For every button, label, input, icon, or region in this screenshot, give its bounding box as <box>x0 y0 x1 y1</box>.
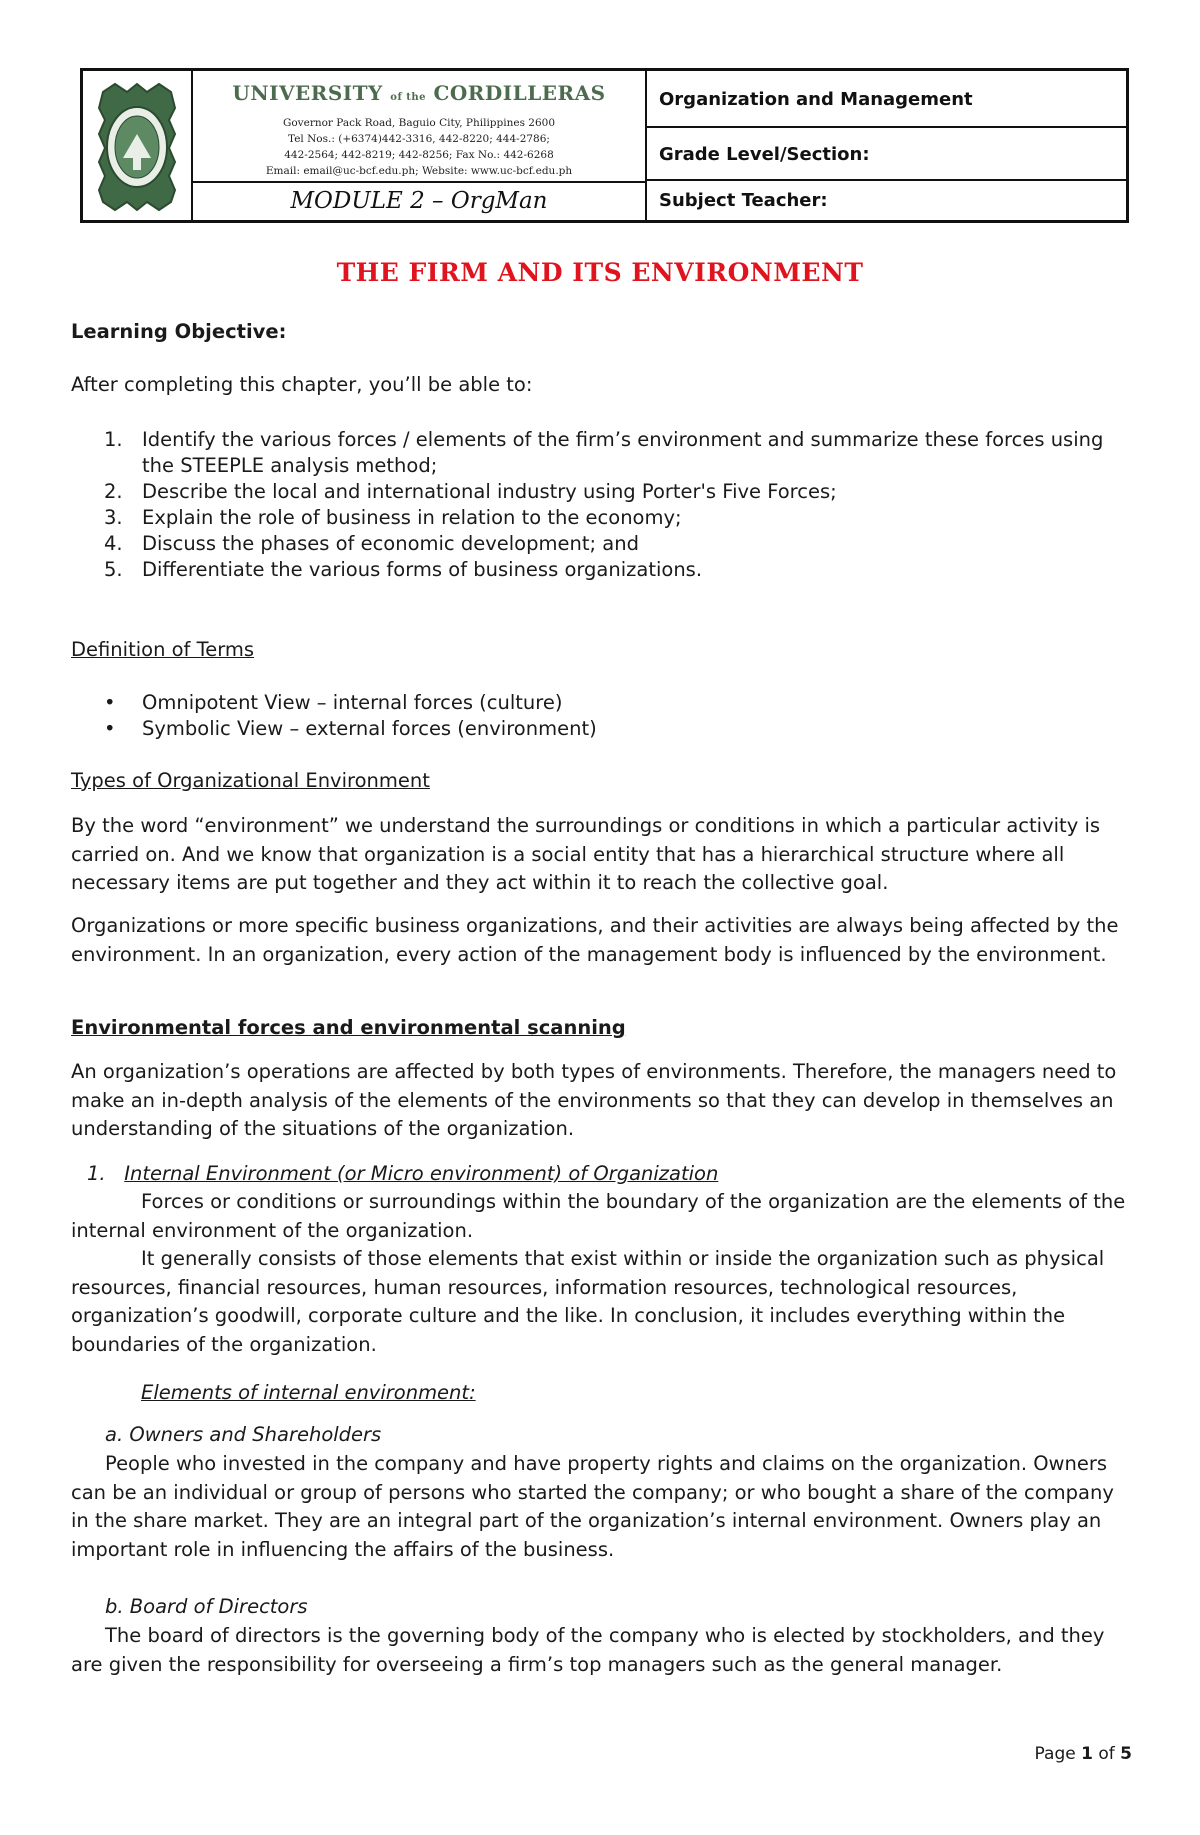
address-line-2: Tel Nos.: (+6374)442-3316, 442-8220; 444-2786; <box>288 133 550 145</box>
list-item: 4. Discuss the phases of economic development; and <box>104 532 639 555</box>
board-heading: b. Board of Directors <box>105 1595 308 1618</box>
definition-heading: Definition of Terms <box>71 638 255 661</box>
internal-paragraph-1: Forces or conditions or surroundings within the boundary of the organization are the elements of the internal environment of the organization. <box>71 1190 1126 1242</box>
logo-cell <box>83 71 193 220</box>
module-label: MODULE 2 – OrgMan <box>193 181 645 220</box>
subject-teacher-field: Subject Teacher: <box>659 190 828 211</box>
document-title: THE FIRM AND ITS ENVIRONMENT <box>336 258 864 287</box>
internal-heading: Internal Environment (or Micro environment) of Organization <box>124 1162 719 1185</box>
forces-heading: Environmental forces and environmental scanning <box>71 1016 626 1039</box>
list-item: 2. Describe the local and international industry using Porter's Five Forces; <box>104 480 837 503</box>
para-environment: By the word “environment” we understand the surroundings or conditions in which a particular activity is carried on. And we know that organization is a social entity that has a hierarchical structure where all necessary items are put together and they act within it to reach the collective goal. <box>71 814 1101 894</box>
objectives-list <box>71 427 1131 583</box>
list-item: 5. Differentiate the various forms of business organizations. <box>104 558 703 581</box>
address-line-1: Governor Pack Road, Baguio City, Philippines 2600 <box>282 117 556 129</box>
owners-heading: a. Owners and Shareholders <box>105 1423 382 1446</box>
para-forces: An organization’s operations are affected by both types of environments. Therefore, the managers need to make an in-depth analysis of the elements of the environments so that they can develop in themselves an understanding of the situations of the organization. <box>71 1060 1117 1140</box>
objective-intro: After completing this chapter, you’ll be able to: <box>71 373 533 396</box>
page-number: Page 1 of 5 <box>1034 1744 1132 1764</box>
university-address <box>213 115 625 179</box>
learning-objective-label: Learning Objective: <box>71 320 287 343</box>
internal-number: 1. <box>87 1162 106 1185</box>
para-organizations: Organizations or more specific business organizations, and their activities are always being affected by the environment. In an organization, every action of the management body is influenced by the environment. <box>71 914 1119 966</box>
subject-title: Organization and Management <box>647 71 1126 128</box>
owners-paragraph: People who invested in the company and have property rights and claims on the organization. Owners can be an individual or group of persons who started the company; or who bought a share of the company in the share market. They are an integral part of the organization’s internal environment. Owners play an important role in influencing the affairs of the business. <box>71 1452 1114 1561</box>
list-item: • Omnipotent View – internal forces (culture) <box>104 691 563 714</box>
university-name: UNIVERSITY of the CORDILLERAS <box>232 81 606 105</box>
board-paragraph: The board of directors is the governing body of the company who is elected by stockholders, and they are given the responsibility for overseeing a firm’s top managers such as the general manager. <box>71 1624 1105 1676</box>
list-item: 3. Explain the role of business in relation to the economy; <box>104 506 682 529</box>
university-seal-icon <box>89 78 185 214</box>
definitions-list <box>71 690 1131 742</box>
grade-level-field: Grade Level/Section: <box>647 128 1126 181</box>
internal-paragraph-2: It generally consists of those elements that exist within or inside the organization such as physical resources, financial resources, human resources, information resources, technological resources, organization’s goodwill, corporate culture and the like. In conclusion, it includes everything within the boundaries of the organization. <box>71 1247 1105 1356</box>
elements-heading: Elements of internal environment: <box>141 1381 476 1404</box>
university-info-cell <box>193 71 647 220</box>
address-line-4: Email: email@uc-bcf.edu.ph; Website: www.uc-bcf.edu.ph <box>265 165 573 177</box>
types-heading: Types of Organizational Environment <box>71 769 430 792</box>
address-line-3: 442-2564; 442-8219; 442-8256; Fax No.: 442-6268 <box>284 149 554 161</box>
module-header <box>80 68 1129 223</box>
list-item: 1. Identify the various forces / elements of the firm’s environment and summarize these forces using the STEEPLE analysis method; <box>104 428 1104 477</box>
list-item: • Symbolic View – external forces (environment) <box>104 717 597 740</box>
internal-heading-line <box>71 1160 1131 1189</box>
